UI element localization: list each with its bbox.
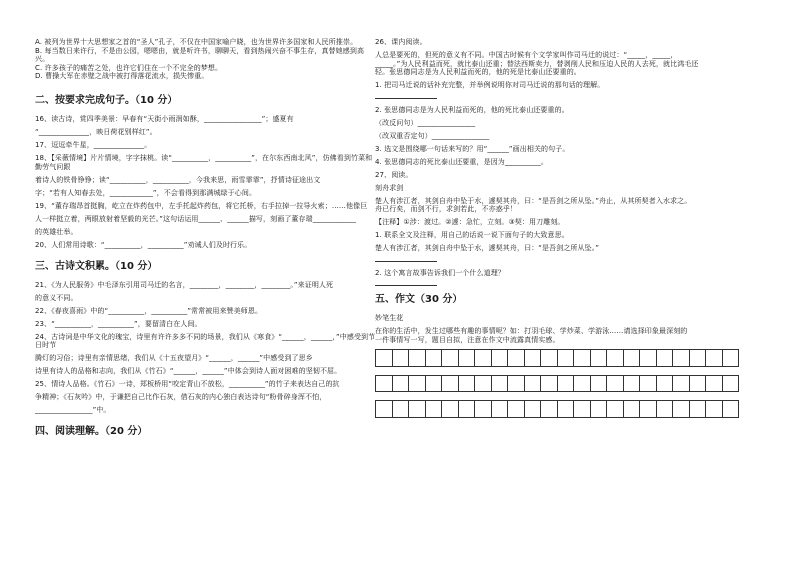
reading-passage-26 — [375, 51, 753, 77]
essay-grid-cell[interactable] — [459, 401, 476, 418]
essay-grid-cell[interactable] — [591, 401, 608, 418]
section-2-line-1: 16、读古诗，赏四季美景：早春有“天街小雨润如酥，________________”；盛夏有 — [35, 115, 294, 123]
passage-26-line-3: 轻。张思德同志是为人民利益而死的，他的死是比泰山还要重的。 — [375, 68, 581, 76]
essay-grid-cell[interactable] — [508, 350, 525, 367]
essay-grid-cell[interactable] — [723, 350, 740, 367]
section-2-line-7: 19、“董存瑞昂首挺胸，屹立在炸药包中，左手托起炸药包，将它托桥，右手拉掉一拉导火索；……他像巨 — [35, 201, 368, 210]
essay-grid-cell[interactable] — [525, 376, 542, 393]
essay-grid-cell[interactable] — [673, 376, 690, 393]
essay-grid-cell[interactable] — [376, 401, 393, 418]
section-2-line-5: 着诗人的铁骨铮铮；读“__________，__________，今我来思，雨雪霏霏”，抒情诗征途出文 — [35, 175, 321, 184]
essay-grid-cell[interactable] — [640, 350, 657, 367]
section-3-title: 三、古诗文积累。（10 分） — [35, 260, 158, 272]
essay-grid-row[interactable] — [375, 375, 739, 393]
essay-grid-cell[interactable] — [640, 401, 657, 418]
essay-grid-cell[interactable] — [442, 401, 459, 418]
essay-grid-cell[interactable] — [426, 401, 443, 418]
essay-grid-cell[interactable] — [475, 376, 492, 393]
section-2-line-8: 人一样挺立着，两眼放射着坚毅的光芒。”这句话运用______、______描写，刻画了董存瑞____________ — [35, 214, 356, 223]
section-3-line-10: ________________”中。 — [35, 406, 111, 414]
option-line-3: 兴。 — [35, 55, 50, 63]
essay-grid-cell[interactable] — [706, 401, 723, 418]
essay-prompt — [375, 327, 753, 344]
essay-grid-row[interactable] — [375, 349, 739, 367]
essay-grid-cell[interactable] — [492, 376, 509, 393]
section-3-line-1: 21、《为人民服务》中毛泽东引用司马迁的名言，________，________，________。”来证明人死 — [35, 280, 334, 289]
reading-passage-27 — [375, 197, 753, 214]
essay-grid-cell[interactable] — [475, 401, 492, 418]
section-3-line-8: 25、情诗人品格。《竹石》一诗，郑板桥用“咬定青山不放松，__________”的竹子来表达自己的抗 — [35, 380, 340, 388]
essay-grid-cell[interactable] — [376, 376, 393, 393]
essay-writing-grid[interactable] — [375, 349, 753, 421]
essay-grid-cell[interactable] — [442, 350, 459, 367]
passage-title: 刻舟求剑 — [375, 183, 404, 192]
essay-grid-cell[interactable] — [657, 350, 674, 367]
essay-grid-cell[interactable] — [393, 401, 410, 418]
essay-grid-cell[interactable] — [492, 350, 509, 367]
essay-grid-cell[interactable] — [376, 350, 393, 367]
essay-grid-cell[interactable] — [591, 350, 608, 367]
essay-grid-cell[interactable] — [574, 350, 591, 367]
section-3-line-5: 24、古诗词是中华文化的瑰宝，诗里有许许多多不同的场景，我们从《寒食》“______，______，”中感受到节日时节 — [35, 332, 376, 349]
section-4-title: 四、阅读理解。（20 分） — [35, 426, 148, 437]
question-26-2a: （改反问句）________________ — [375, 118, 476, 127]
option-line-2: B. 每当数日来许行，不是由公园，嗯嗯由，就是听许书，聊聊天，看到热闹兴奋不事生存，真替她感到高 — [35, 46, 365, 55]
essay-grid-cell[interactable] — [607, 376, 624, 393]
essay-grid-cell[interactable] — [541, 350, 558, 367]
essay-grid-cell[interactable] — [475, 350, 492, 367]
essay-grid-cell[interactable] — [442, 376, 459, 393]
question-26-2: 2. 张思德同志是为人民利益而死的，他的死比泰山还要重的。 — [375, 105, 569, 114]
essay-grid-cell[interactable] — [574, 401, 591, 418]
section-3-questions — [35, 281, 377, 420]
section-3-line-9: 争精神；《石灰吟》中，于谦把自己比作石灰，借石灰的内心独白表达诗句“粉骨碎身浑不怕， — [35, 393, 327, 401]
question-27-1: 1. 联系全文及注释，用自己的话说一说下面句子的大致意思。 — [375, 231, 569, 239]
essay-grid-cell[interactable] — [624, 350, 641, 367]
passage-27-line-2: 舟已行矣，而剑不行，求剑若此，不亦惑乎！ — [375, 205, 517, 213]
essay-grid-cell[interactable] — [459, 350, 476, 367]
question-27-1-sentence: 楚人有涉江者，其剑自舟中坠于水，遽契其舟，曰：“是吾剑之所从坠。” — [375, 244, 600, 252]
option-line-5: D. 曹操大军在赤壁之战中被打得落花流水，损失惨重。 — [35, 72, 209, 80]
essay-grid-cell[interactable] — [624, 401, 641, 418]
essay-grid-cell[interactable] — [657, 376, 674, 393]
essay-grid-cell[interactable] — [409, 376, 426, 393]
answer-line[interactable] — [375, 261, 437, 262]
question-26-1: 1. 把司马迁说的话补充完整，并举例说明你对司马迁说的那句话的理解。 — [375, 81, 605, 89]
essay-grid-cell[interactable] — [657, 401, 674, 418]
essay-grid-cell[interactable] — [673, 401, 690, 418]
right-column — [375, 38, 753, 421]
essay-grid-cell[interactable] — [640, 376, 657, 393]
essay-grid-cell[interactable] — [673, 350, 690, 367]
section-3-line-4: 23、“__________，__________”，要留清白在人间。 — [35, 319, 202, 328]
essay-grid-cell[interactable] — [426, 350, 443, 367]
essay-grid-cell[interactable] — [492, 401, 509, 418]
section-3-line-3: 22、《春夜喜雨》中的“__________，__________”常常被用来赞美师恩。 — [35, 306, 263, 315]
question-26-4: 4. 张思德同志的死比泰山还要重，是因为__________。 — [375, 157, 549, 166]
essay-grid-cell[interactable] — [690, 376, 707, 393]
section-2-line-6: 字；“若有人知春去处，____________”，不会看得到那满城绿于心间。 — [35, 188, 257, 197]
question-26-header: 26、课内阅读。 — [375, 38, 427, 46]
question-26-3: 3. 选文是围绕哪一句话来写的？用“______”画出相关的句子。 — [375, 144, 570, 153]
essay-grid-cell[interactable] — [426, 376, 443, 393]
essay-grid-cell[interactable] — [706, 350, 723, 367]
section-2-line-10: 20、人们常用诗歌：“__________，__________”劝诫人们及时行乐。 — [35, 240, 252, 249]
essay-grid-cell[interactable] — [624, 376, 641, 393]
section-2-line-2: “______________，映日荷花别样红”。 — [35, 128, 157, 136]
section-5-title: 五、作文（30 分） — [375, 294, 463, 305]
section-2-line-4: 18、【采薇情境】片片情境，字字抹桃。读“__________，__________”，在尔东西南北风”，仿佛看到竹菜和勤劳气问跟 — [35, 154, 373, 171]
question-26-2b: （改双重否定句）________________ — [375, 131, 490, 140]
essay-grid-cell[interactable] — [459, 376, 476, 393]
answer-line[interactable] — [375, 285, 437, 286]
essay-grid-cell[interactable] — [393, 376, 410, 393]
essay-grid-cell[interactable] — [607, 350, 624, 367]
essay-prompt-line-1: 在你的生活中，发生过哪些有趣的事情呢？如：打羽毛球、学炒菜、学游泳……请选择印象最深刻的 — [375, 327, 688, 335]
essay-grid-cell[interactable] — [607, 401, 624, 418]
essay-grid-cell[interactable] — [558, 350, 575, 367]
essay-grid-cell[interactable] — [723, 376, 740, 393]
question-27-header: 27、阅读。 — [375, 170, 413, 179]
section-2-line-9: 的英雄壮举。 — [35, 227, 78, 236]
essay-grid-cell[interactable] — [690, 401, 707, 418]
passage-27-line-1: 楚人有涉江者，其剑自舟中坠于水，遽契其舟，曰：“是吾剑之所从坠。”舟止，从其所契者入水求之。 — [375, 196, 692, 205]
essay-grid-row[interactable] — [375, 400, 739, 418]
left-column — [35, 38, 377, 446]
annotation-note: 【注释】①涉：渡过。②遽：急忙，立刻。③契：用刀雕刻。 — [375, 218, 565, 226]
essay-grid-cell[interactable] — [525, 401, 542, 418]
essay-grid-cell[interactable] — [690, 350, 707, 367]
essay-grid-cell[interactable] — [508, 401, 525, 418]
essay-grid-cell[interactable] — [574, 376, 591, 393]
essay-grid-cell[interactable] — [393, 350, 410, 367]
essay-grid-cell[interactable] — [525, 350, 542, 367]
essay-grid-cell[interactable] — [409, 350, 426, 367]
essay-grid-cell[interactable] — [591, 376, 608, 393]
essay-grid-cell[interactable] — [723, 401, 740, 418]
option-line-1: A. 被列为世界十大思想家之首的“圣人”孔子，不仅在中国家喻户晓，也为世界许多国家和人民所推崇。 — [35, 38, 358, 46]
passage-26-line-1: 人总是要死的，但死的意义有不同。中国古时候有个文学家叫作司马迁的说过：“_____，_____， — [375, 51, 678, 59]
essay-grid-cell[interactable] — [541, 401, 558, 418]
essay-grid-cell[interactable] — [508, 376, 525, 393]
section-3-line-6: 腾灯的习俗；诗里有亲情思绪，我们从《十五夜望月》“______，______”中感受到了思乡 — [35, 354, 313, 362]
section-2-line-3: 17、逗逗牵牛星，______________。 — [35, 141, 152, 149]
essay-grid-cell[interactable] — [558, 376, 575, 393]
answer-line[interactable] — [375, 98, 437, 99]
section-3-line-7: 诗里有诗人的品格和志向，我们从《竹石》“______，______”中体会到诗人面对困难的坚韧不屈。 — [35, 367, 342, 375]
essay-grid-cell[interactable] — [541, 376, 558, 393]
section-2-title: 二、按要求完成句子。（10 分） — [35, 95, 178, 106]
essay-title: 妙笔生花 — [375, 314, 404, 322]
essay-grid-cell[interactable] — [706, 376, 723, 393]
option-list — [35, 38, 377, 81]
section-3-line-2: 的意义不同。 — [35, 293, 78, 302]
question-27-2: 2. 这个寓言故事告诉我们一个什么道理？ — [375, 268, 505, 277]
essay-grid-cell[interactable] — [558, 401, 575, 418]
option-line-4: C. 许多孩子的痛苦之处，也许它们住在一个不完全的梦想。 — [35, 63, 223, 72]
essay-grid-cell[interactable] — [409, 401, 426, 418]
essay-prompt-line-2: 一件事情写一写，题目自拟，注意在作文中流露真情实感。 — [375, 335, 560, 344]
passage-26-line-2: _____。”为人民利益而死，就比泰山还重；替法西斯卖力，替剥削人民和压迫人民的人去死，就比鸿毛还 — [375, 59, 699, 68]
section-2-questions — [35, 115, 377, 254]
